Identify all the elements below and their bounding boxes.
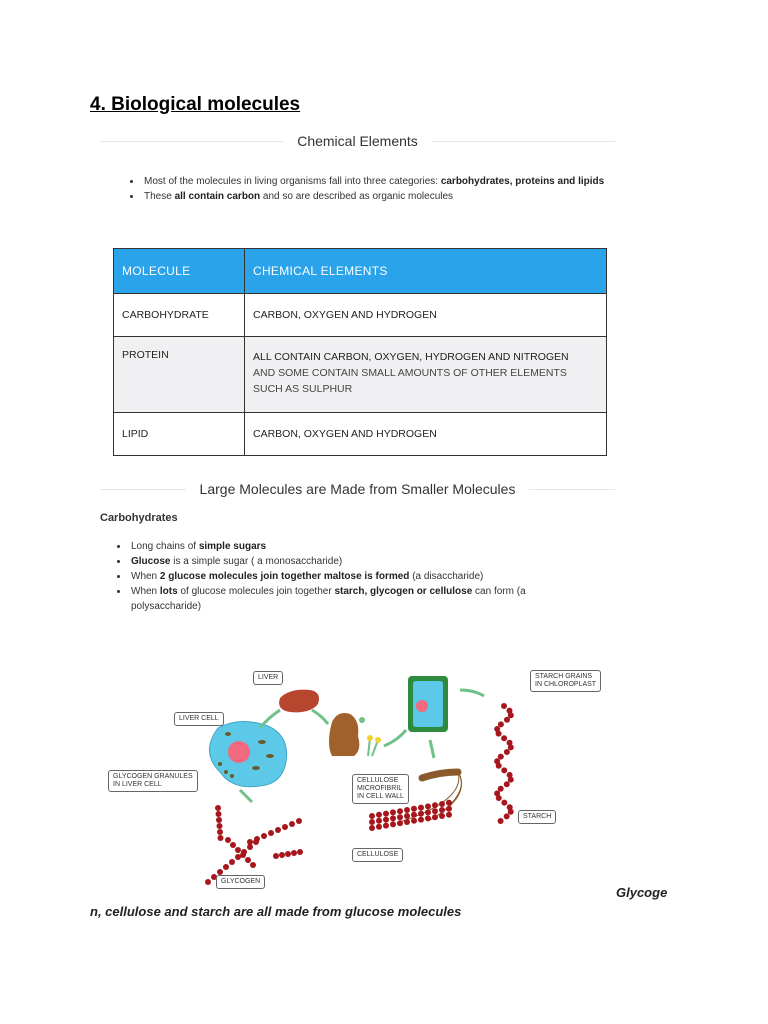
glucose-bead xyxy=(216,817,222,823)
section-title-chemical-elements xyxy=(100,133,615,149)
label-cellulose-microfibril: CELLULOSE MICROFIBRIL IN CELL WALL xyxy=(352,774,409,804)
glucose-bead xyxy=(501,800,507,806)
glucose-bead xyxy=(504,781,510,787)
glucose-bead xyxy=(369,819,375,825)
glucose-bead xyxy=(229,859,235,865)
table-row xyxy=(114,413,607,456)
glucose-bead xyxy=(297,849,303,855)
glucose-bead xyxy=(289,821,295,827)
glucose-bead xyxy=(439,807,445,813)
glucose-bead xyxy=(296,818,302,824)
glucose-bead xyxy=(390,809,396,815)
glucose-bead xyxy=(446,806,452,812)
liver-cell-nucleus xyxy=(228,741,250,763)
glucose-bead xyxy=(261,833,267,839)
carbohydrate-bullets xyxy=(115,539,589,614)
glucose-bead xyxy=(250,862,256,868)
glucose-bead xyxy=(411,812,417,818)
glucose-bead xyxy=(501,703,507,709)
caption-part-1: Glycoge xyxy=(616,885,668,900)
glucose-bead xyxy=(216,811,222,817)
glucose-bead xyxy=(275,827,281,833)
table-header-row xyxy=(114,249,607,294)
label-liver-cell: LIVER CELL xyxy=(174,712,224,726)
glucose-bead xyxy=(205,879,211,885)
glucose-bead xyxy=(501,767,507,773)
table-row xyxy=(114,294,607,337)
glucose-bead xyxy=(390,821,396,827)
section-title-text: Large Molecules are Made from Smaller Molecules xyxy=(199,481,516,497)
plant-icon xyxy=(359,717,365,723)
glucose-bead xyxy=(369,813,375,819)
glucose-bead xyxy=(217,829,223,835)
glucose-bead xyxy=(439,801,445,807)
glucose-bead xyxy=(218,835,224,841)
section-title-text: Chemical Elements xyxy=(297,133,418,149)
glucose-bead xyxy=(245,857,251,863)
glucose-bead xyxy=(501,735,507,741)
glucose-bead xyxy=(504,717,510,723)
glucose-bead xyxy=(432,808,438,814)
table-row xyxy=(114,337,607,413)
glucose-bead xyxy=(247,839,253,845)
glucose-bead xyxy=(404,819,410,825)
glucose-bead xyxy=(418,805,424,811)
glucose-bead xyxy=(508,809,514,815)
cell-elements xyxy=(245,337,607,413)
cell-molecule: LIPID xyxy=(114,413,245,456)
bullet-item: • When 2 glucose molecules join together maltose is formed (a disaccharide) xyxy=(129,569,589,584)
chemical-elements-bullets xyxy=(128,174,622,204)
glucose-bead xyxy=(254,836,260,842)
bullet-item: • When lots of glucose molecules join together starch, glycogen or cellulose can form (a polysaccharide) xyxy=(129,584,589,614)
glucose-bead xyxy=(404,807,410,813)
glucose-bead xyxy=(215,805,221,811)
glucose-bead xyxy=(273,853,279,859)
glucose-bead xyxy=(383,817,389,823)
label-glycogen-granules: GLYCOGEN GRANULES IN LIVER CELL xyxy=(108,770,198,792)
glucose-bead xyxy=(369,825,375,831)
bullet-item: • Most of the molecules in living organisms fall into three categories: carbohydrates, proteins and lipids xyxy=(142,174,622,189)
caption-part-2: n, cellulose and starch are all made from glucose molecules xyxy=(90,904,462,919)
cell-elements: CARBON, OXYGEN AND HYDROGEN xyxy=(245,294,607,337)
glucose-bead xyxy=(383,811,389,817)
bullet-item: • These all contain carbon and so are described as organic molecules xyxy=(142,189,622,204)
animal-icon xyxy=(329,713,359,756)
glucose-bead xyxy=(425,815,431,821)
glucose-bead xyxy=(376,812,382,818)
glucose-bead xyxy=(291,850,297,856)
label-glycogen: GLYCOGEN xyxy=(216,875,265,889)
subheading-carbohydrates: Carbohydrates xyxy=(100,512,178,524)
glucose-bead xyxy=(397,814,403,820)
glucose-bead xyxy=(285,851,291,857)
glucose-bead xyxy=(240,852,246,858)
glucose-bead xyxy=(230,842,236,848)
cellulose-microfibril-icon xyxy=(422,772,458,778)
glucose-bead xyxy=(425,809,431,815)
glucose-bead xyxy=(496,763,502,769)
glucose-bead xyxy=(439,813,445,819)
cell-elements: CARBON, OXYGEN AND HYDROGEN xyxy=(245,413,607,456)
glucose-bead xyxy=(496,731,502,737)
section-title-large-molecules xyxy=(100,481,615,497)
cell-molecule: PROTEIN xyxy=(114,337,245,413)
glucose-bead xyxy=(508,712,514,718)
column-header-elements: CHEMICAL ELEMENTS xyxy=(245,249,607,294)
column-header-molecule: MOLECULE xyxy=(114,249,245,294)
glucose-bead xyxy=(397,808,403,814)
label-liver: LIVER xyxy=(253,671,283,685)
glucose-bead xyxy=(425,803,431,809)
glucose-bead xyxy=(217,823,223,829)
label-starch: STARCH xyxy=(518,810,556,824)
cell-line: AND SOME CONTAIN SMALL AMOUNTS OF OTHER ELEMENTS SUCH AS SULPHUR xyxy=(253,367,567,395)
cell-molecule: CARBOHYDRATE xyxy=(114,294,245,337)
glucose-bead xyxy=(225,837,231,843)
glucose-bead xyxy=(223,864,229,870)
glucose-bead xyxy=(235,847,241,853)
glucose-bead xyxy=(279,852,285,858)
label-starch-grains: STARCH GRAINS IN CHLOROPLAST xyxy=(530,670,601,692)
glucose-bead xyxy=(504,749,510,755)
glucose-polymers-diagram xyxy=(100,660,620,900)
glucose-bead xyxy=(504,813,510,819)
glucose-bead xyxy=(496,795,502,801)
glucose-bead xyxy=(268,830,274,836)
glucose-bead xyxy=(411,806,417,812)
glucose-bead xyxy=(446,800,452,806)
page-title: 4. Biological molecules xyxy=(90,94,301,115)
glucose-bead xyxy=(432,802,438,808)
cell-line: ALL CONTAIN CARBON, OXYGEN, HYDROGEN AND NITROGEN xyxy=(253,351,569,363)
glucose-bead xyxy=(376,818,382,824)
bullet-item: • Long chains of simple sugars xyxy=(129,539,589,554)
glucose-bead xyxy=(498,818,504,824)
glucose-bead xyxy=(418,817,424,823)
glucose-bead xyxy=(390,815,396,821)
glucose-bead xyxy=(383,823,389,829)
label-cellulose: CELLULOSE xyxy=(352,848,403,862)
glucose-bead xyxy=(397,820,403,826)
glucose-bead xyxy=(418,811,424,817)
glucose-bead xyxy=(508,777,514,783)
glucose-bead xyxy=(404,813,410,819)
glucose-bead xyxy=(508,744,514,750)
glucose-bead xyxy=(282,824,288,830)
bullet-item: • Glucose is a simple sugar ( a monosaccharide) xyxy=(129,554,589,569)
glucose-bead xyxy=(411,818,417,824)
glucose-bead xyxy=(376,824,382,830)
glucose-bead xyxy=(432,814,438,820)
chemical-elements-table xyxy=(113,248,607,456)
glucose-bead xyxy=(446,812,452,818)
